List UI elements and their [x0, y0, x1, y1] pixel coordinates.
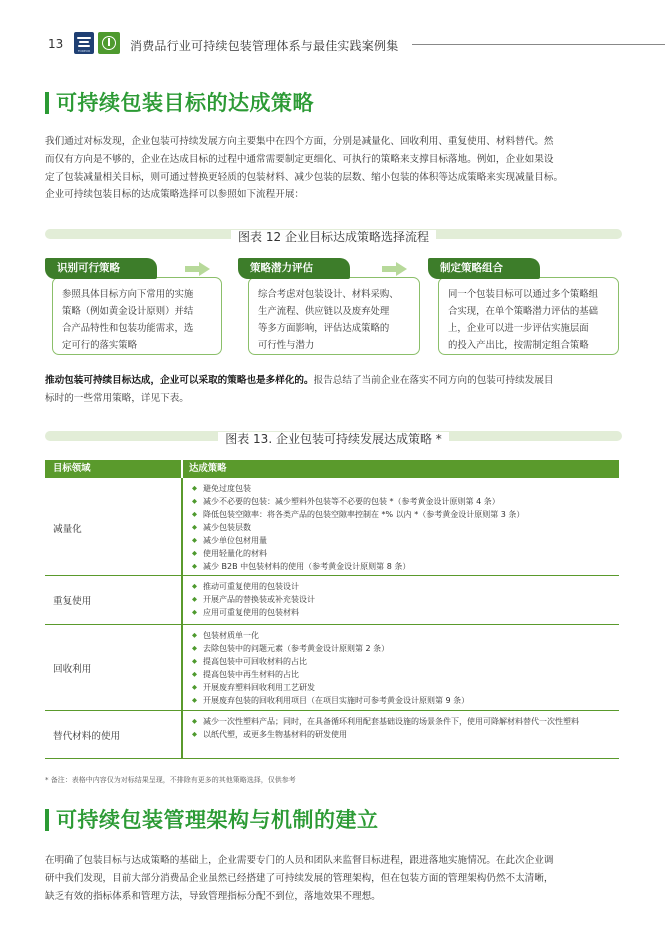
flow-step-box: [52, 277, 222, 355]
strategy-item: ◆ 减少包装层数: [192, 521, 612, 534]
row-area: 替代材料的使用: [53, 731, 121, 742]
flow-step-title: 识别可行策略: [45, 258, 157, 279]
row-area: 减量化: [53, 524, 82, 535]
strategy-item: ◆ 避免过度包装: [192, 482, 612, 495]
paragraph-line: 而仅有方向是不够的，企业在达成目标的过程中通常需要制定更细化、可执行的策略来支撑目标落地。例如，企业如果设: [45, 153, 554, 165]
flow-step-line: 定可行的落实策略: [62, 340, 138, 351]
table-row: [45, 711, 619, 759]
strategy-item: ◆ 包装材质单一化: [192, 629, 612, 642]
flow-step-line: 参照具体目标方向下常用的实施: [62, 289, 194, 300]
strategy-item: ◆ 以纸代塑，或更多生物基材料的研发使用: [192, 728, 612, 741]
strategy-item: ◆ 开展产品的替换装或补充装设计: [192, 593, 612, 606]
flow-step-line: 同一个包装目标可以通过多个策略组: [448, 289, 599, 300]
flow-step-line: 合产品特性和包装功能需求，选: [62, 323, 194, 334]
header-divider: [412, 44, 665, 45]
strategy-item: ◆ 提高包装中可回收材料的占比: [192, 655, 612, 668]
arrow-right-icon: [185, 262, 210, 276]
strategy-item: ◆ 开展废弃塑料回收利用工艺研发: [192, 681, 612, 694]
flow-step-box: [438, 277, 619, 355]
flow-step-box: [248, 277, 420, 355]
row-strategies: [192, 715, 612, 741]
strategy-item: ◆ 减少一次性塑料产品；同时，在具备循环利用配套基础设施的场景条件下，使用可降解材料替代一次性塑料: [192, 715, 612, 728]
strategy-paragraph: [45, 372, 623, 408]
row-strategies: [192, 580, 612, 619]
section-heading: [45, 807, 379, 833]
row-area: 重复使用: [53, 596, 92, 607]
row-strategies: [192, 482, 612, 573]
paragraph-line: 定了包装减量相关目标，则可通过替换更轻质的包装材料、减少包装的层数、缩小包装的体积等达成策略来实现减量目标。: [45, 171, 564, 183]
row-area: 回收利用: [53, 664, 92, 675]
strategy-item: ◆ 降低包装空隙率：将各类产品的包装空隙率控制在 *% 以内 *（参考黄金设计原则第 3 条）: [192, 508, 612, 521]
strategy-item: ◆ 减少单位包材用量: [192, 534, 612, 547]
page-number: 13: [48, 37, 64, 51]
paragraph-bold-lead: 推动包装可持续目标达成，企业可以采取的策略也是多样化的。: [45, 375, 314, 386]
management-paragraph: [45, 852, 623, 905]
flow-step-line: 综合考虑对包装设计、材料采购、: [258, 289, 399, 300]
strategy-item: ◆ 开展废弃包装的回收利用项目（在项目实施时可参考黄金设计原则第 9 条）: [192, 694, 612, 707]
arrow-right-icon: [382, 262, 407, 276]
flow-step-line: 上，企业可以进一步评估实施层面: [448, 323, 589, 334]
paragraph-line: 企业可持续包装目标的达成策略选择可以参照如下流程开展：: [45, 189, 305, 201]
strategy-item: ◆ 减少不必要的包装：减少塑料外包装等不必要的包装 *（参考黄金设计原则第 4 条）: [192, 495, 612, 508]
table-header: [45, 460, 619, 478]
partner-logo: [98, 32, 120, 54]
flow-step-line: 合实现，在单个策略潜力评估的基础: [448, 306, 599, 317]
flow-step-line: 策略（例如黄金设计原则）并结: [62, 306, 194, 317]
table-row: [45, 576, 619, 625]
flow-step-line: 可行性与潜力: [258, 340, 315, 351]
paragraph-line: 在明确了包装目标与达成策略的基础上，企业需要专门的人员和团队来监督目标进程，跟进落地实施情况。在此次企业调: [45, 855, 554, 866]
table-row: [45, 478, 619, 576]
page-header: [0, 30, 665, 62]
figure-caption-text: 图表 12 企业目标达成策略选择流程: [231, 230, 436, 244]
paragraph-text: 报告总结了当前企业在落实不同方向的包装可持续发展目: [313, 375, 554, 386]
flow-step-line: 的投入产出比，按需制定组合策略: [448, 340, 589, 351]
strategy-table: [45, 460, 619, 759]
figure-13-caption: [45, 428, 622, 446]
strategy-item: ◆ 提高包装中再生材料的占比: [192, 668, 612, 681]
paragraph-line: 研中我们发现，目前大部分消费品企业虽然已经搭建了可持续发展的管理架构，但在包装方面的管理架构仍然不太清晰，: [45, 872, 554, 884]
strategy-item: ◆ 应用可重复使用的包装材料: [192, 606, 612, 619]
document-title: 消费品行业可持续包装管理体系与最佳实践案例集: [130, 39, 399, 53]
logo-text: FOREUR: [77, 49, 91, 53]
figure-12-caption: [45, 226, 622, 244]
strategy-item: ◆ 去除包装中的问题元素（参考黄金设计原则第 2 条）: [192, 642, 612, 655]
strategy-item: ◆ 使用轻量化的材料: [192, 547, 612, 560]
column-header-strategy: 达成策略: [189, 463, 227, 474]
paragraph-line: 缺乏有效的指标体系和管理方法，导致管理指标分配不到位，落地效果不理想。: [45, 890, 381, 902]
heading-accent-bar: [45, 92, 49, 114]
section-heading-text: 可持续包装管理架构与机制的建立: [56, 808, 379, 832]
table-row: [45, 625, 619, 711]
strategy-item: ◆ 减少 B2B 中包装材料的使用（参考黄金设计原则第 8 条）: [192, 560, 612, 573]
section-heading-text: 可持续包装目标的达成策略: [56, 91, 314, 115]
column-header-area: 目标领域: [53, 463, 91, 474]
flow-step-title: 策略潜力评估: [238, 258, 350, 279]
table-footnote: * 备注：表格中内容仅为对标结果呈现，不排除有更多的其他策略选择，仅供参考: [45, 776, 296, 784]
intro-paragraph: [45, 133, 623, 204]
flow-step-line: 生产流程、供应链以及废弃处理: [258, 306, 390, 317]
flow-step-line: 等多方面影响，评估达成策略的: [258, 323, 390, 334]
flow-step-title: 制定策略组合: [428, 258, 540, 279]
figure-caption-text: 图表 13. 企业包装可持续发展达成策略 *: [218, 432, 449, 446]
organization-logo: [74, 32, 94, 54]
strategy-item: ◆ 推动可重复使用的包装设计: [192, 580, 612, 593]
paragraph-line: 我们通过对标发现，企业包装可持续发展方向主要集中在四个方面，分别是减量化、回收利用、重复使用、材料替代。然: [45, 136, 554, 147]
heading-accent-bar: [45, 809, 49, 831]
section-heading: [45, 90, 314, 116]
paragraph-line: 标时的一些常用策略，详见下表。: [45, 392, 189, 404]
row-strategies: [192, 629, 612, 707]
